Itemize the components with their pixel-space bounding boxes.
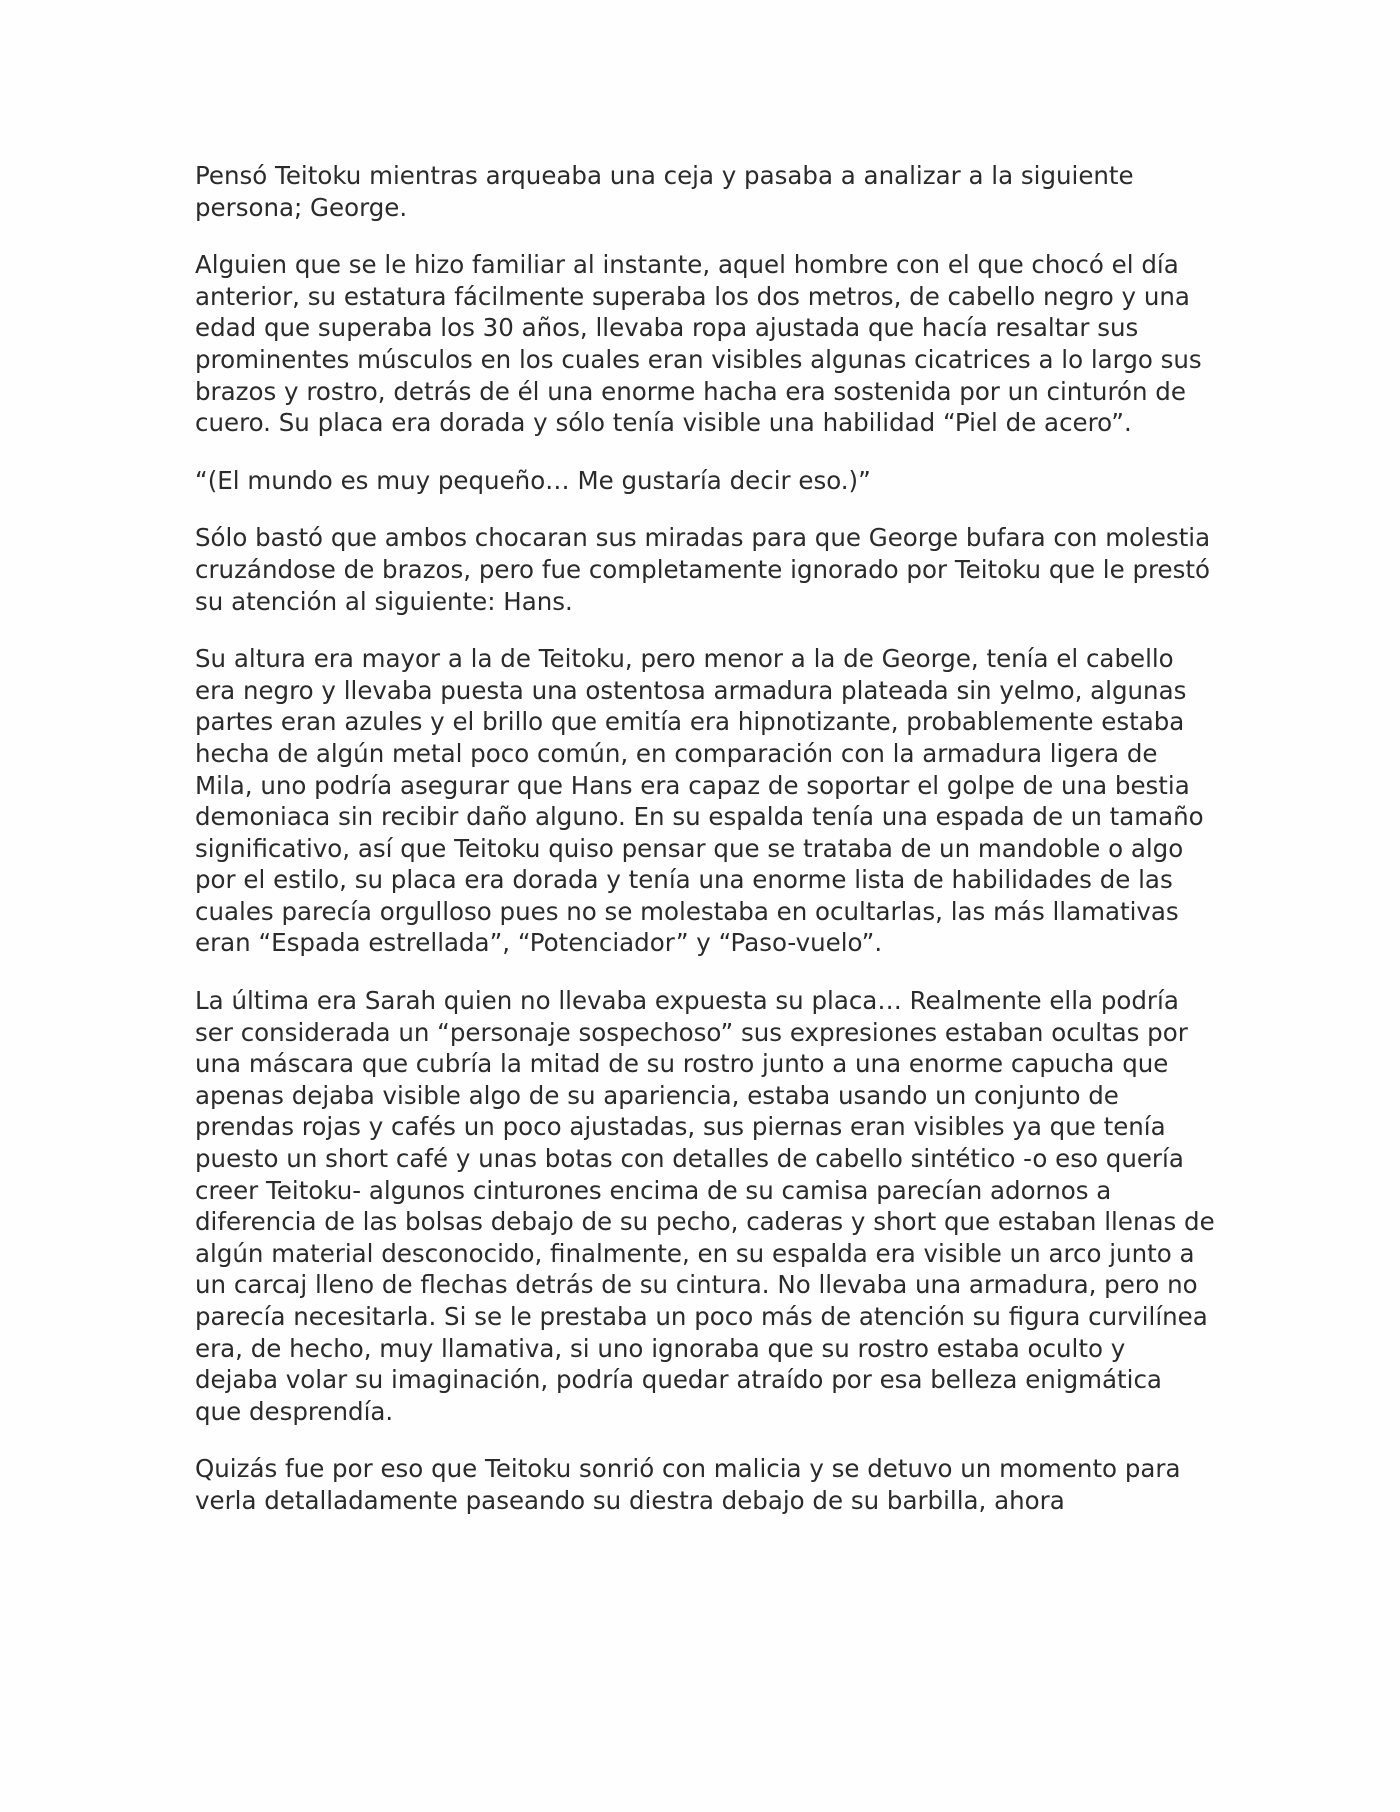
paragraph: Su altura era mayor a la de Teitoku, pero menor a la de George, tenía el cabello era negro y llevaba puesta una ostentosa armadura plateada sin yelmo, algunas partes eran azules y el brillo que emitía era hipnotizante, probablemente estaba hecha de algún metal poco común, en comparación con la armadura ligera de Mila, uno podría asegurar que Hans era capaz de soportar el golpe de una bestia demoniaca sin recibir daño alguno. En su espalda tenía una espada de un tamaño significativo, así que Teitoku quiso pensar que se trataba de un mandoble o algo por el estilo, su placa era dorada y tenía una enorme lista de habilidades de las cuales parecía orgulloso pues no se molestaba en ocultarlas, las más llamativas eran “Espada estrellada”, “Potenciador” y “Paso-vuelo”. <box>195 644 1204 958</box>
document-body <box>195 160 1215 1543</box>
paragraph: Quizás fue por eso que Teitoku sonrió con malicia y se detuvo un momento para verla detalladamente paseando su diestra debajo de su barbilla, ahora <box>195 1454 1181 1515</box>
paragraph: La última era Sarah quien no llevaba expuesta su placa… Realmente ella podría ser considerada un “personaje sospechoso” sus expresiones estaban ocultas por una máscara que cubría la mitad de su rostro junto a una enorme capucha que apenas dejaba visible algo de su apariencia, estaba usando un conjunto de prendas rojas y cafés un poco ajustadas, sus piernas eran visibles ya que tenía puesto un short café y unas botas con detalles de cabello sintético -o eso quería creer Teitoku- algunos cinturones encima de su camisa parecían adornos a diferencia de las bolsas debajo de su pecho, caderas y short que estaban llenas de algún material desconocido, finalmente, en su espalda era visible un arco junto a un carcaj lleno de flechas detrás de su cintura. No llevaba una armadura, pero no parecía necesitarla. Si se le prestaba un poco más de atención su figura curvilínea era, de hecho, muy llamativa, si uno ignoraba que su rostro estaba oculto y dejaba volar su imaginación, podría quedar atraído por esa belleza enigmática que desprendía. <box>195 986 1215 1426</box>
paragraph: Sólo bastó que ambos chocaran sus miradas para que George bufara con molestia cruzándose de brazos, pero fue completamente ignorado por Teitoku que le prestó su atención al siguiente: Hans. <box>195 523 1211 616</box>
paragraph: “(El mundo es muy pequeño… Me gustaría decir eso.)” <box>195 465 871 495</box>
paragraph: Pensó Teitoku mientras arqueaba una ceja y pasaba a analizar a la siguiente persona; George. <box>195 161 1134 222</box>
paragraph: Alguien que se le hizo familiar al instante, aquel hombre con el que chocó el día anterior, su estatura fácilmente superaba los dos metros, de cabello negro y una edad que superaba los 30 años, llevaba ropa ajustada que hacía resaltar sus prominentes músculos en los cuales eran visibles algunas cicatrices a lo largo sus brazos y rostro, detrás de él una enorme hacha era sostenida por un cinturón de cuero. Su placa era dorada y sólo tenía visible una habilidad “Piel de acero”. <box>195 250 1202 438</box>
